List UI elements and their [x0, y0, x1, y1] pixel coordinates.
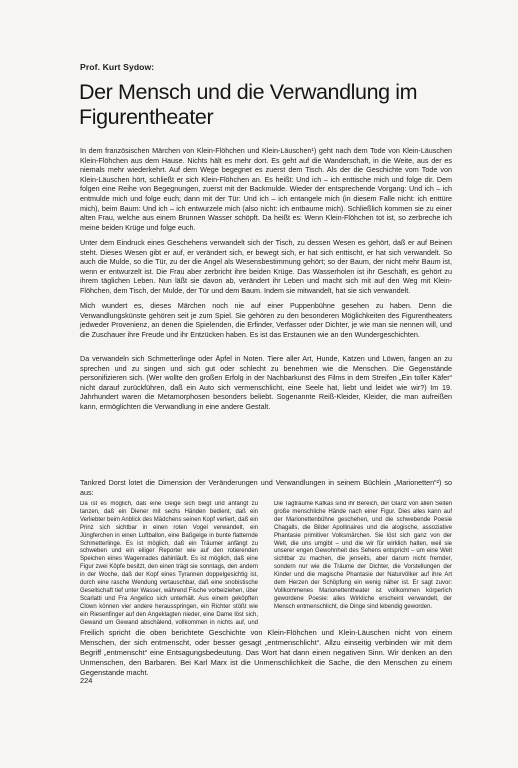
paragraph-2: Unter dem Eindruck eines Geschehens verwandelt sich der Tisch, zu dessen Wesen es gehört, daß er auf Beinen steht. Dieses Wesen gibt er auf, er verändert sich, er bewegt sich, er hat sich enttischt, er hat sich verwandelt. So auch die Mulde, so die Tür, zu der die Angel als Wesensbestimmung gehört; so der Baum, der nicht mehr Baum ist, wenn er entwurzelt ist. Die Frau aber zerbricht ihre beiden Krüge. Das Wasserholen ist ihr Geschäft, es gehört zu ihrem täglichen Leben. Nun läßt sie davon ab, verändert ihr Leben und macht sich mit auf den Weg mit Klein-Flöhchen, dem Tisch, der Mulde, der Tür und dem Baum. Indem sie mitwandelt, hat sie sich verwandelt. [80, 238, 452, 295]
article-title: Der Mensch und die Verwandlung im Figurentheater [79, 80, 418, 129]
quote-column-right: Die Tagträume Kafkas sind ihr Bereich, der Glanz von allen Seiten große menschliche Hände nach einer Figur. Dies alles kann auf der Marionettenbühne geschehen, und die schwebende Poesie Chagalls, die Bilder Apollinaires und die alogische, assoziative Phantasie primitiver Volksmärchen. Sie löst sich ganz von der Welt, die uns umgibt – und die wir für wirklich halten, weil sie unserer engen Gewohnheit des Sehens entspricht – um eine Welt sichtbar zu machen, die jenseits, aber darum nicht fremder, sondern nur wie die Träume der Dichter, die Vorstellungen der Kinder und die magische Phantasie der Naturvölker auf ihre Art dem Herzen der Schöpfung ein wenig näher ist. Er sagt zuvor: Vollkommenes Marionettentheater ist vollkommen körperlich gewordene Poesie: alles Wirkliche erscheint verwandelt, der Mensch entmenschlicht, die Dinge sind lebendig geworden. [274, 501, 452, 610]
paragraph-4: Da verwandeln sich Schmetterlinge oder Äpfel in Noten. Tiere aller Art, Hunde, Katzen und Löwen, fangen an zu sprechen und zu singen und sich gut oder schlecht zu benehmen wie die Menschen. Die Gegenstände personifizieren sich. (Wer wollte den großen Erfolg in der Nachbarkunst des Films in dem Streifen „Ein toller Käfer“ nicht darauf zurückführen, daß ein Auto sich vermenschlicht, eine Seele hat, liebt und leidet wie wir?) Im 19. Jahrhundert waren die Metamorphosen besonders beliebt. Sogenannte Reiß-Kleider, Kleider, die man aufreißen kann, ermöglichten die Verwandlung in eine andere Gestalt. [80, 354, 452, 411]
paragraph-3: Mich wundert es, dieses Märchen noch nie auf einer Puppenbühne gesehen zu haben. Denn die Verwandlungskünste gehören seit je zum Spiel. Sie gehören zu den besonderen Möglichkeiten des Figurentheaters jedweder Provenienz, an denen die Spielenden, die Erfinder, Verfasser oder Dichter, je wie man sie nennen will, und die Zuschauer ihre Freude und ihr Entzücken haben. Es ist das Erstaunen wie an den Wundergeschichten. [80, 301, 452, 339]
paragraph-quote-intro: Tankred Dorst lotet die Dimension der Veränderungen und Verwandlungen in seinem Büchlein „Marionetten“²) so aus: [80, 478, 452, 497]
quote-column-left: Da ist es möglich, daß eine Geige sich biegt und anfängt zu tanzen, daß ein Diener mit sechs Händen bedient, daß ein Verliebter beim Anblick des Mädchens seinen Kopf verliert, daß ein Prinz sich sichtbar in einen roten Vogel verwandelt, ein Jüngferchen in einen Luftballon, eine Baßgeige in bunte flatternde Schmetterlinge. Es ist möglich, daß ein Träumer anfängt zu schweben und ein eiliger Reporter wie auf den rotierenden Speichen eines Wagenrades dahinläuft. Es ist möglich, daß eine Figur zwei Köpfe besitzt, den einen trägt sie sonntags, den andern in der Woche, daß der Kopf eines Tyrannen doppelgesichtig ist, durch eine rasche Wendung vertauschbar, daß eine snobistische Gesellschaft tief unter Wasser, während Fische vorbeiziehen, über Scarlatti und Fra Angelico sich unterhält. Aus einem geköpften Clown können vier andere herausspringen, ein Richter stößt wie ein Riesenfinger auf den Angeklagten nieder, eine Dame löst sich, Gewand um Gewand abschälend, vollkommen in nichts auf, und [80, 501, 258, 625]
author-line: Prof. Kurt Sydow: [80, 62, 155, 72]
paragraph-closing: Freilich spricht die oben berichtete Geschichte von Klein-Flöhchen und Klein-Läuschen nicht von einem Menschen, der sich entmenscht, oder besser gesagt „entmenschlicht“. Allzu einseitig verbinden wir mit dem Begriff „entmenscht“ eine Entsagungsbedeutung. Das Wort hat dann einen negativen Sinn. Wir denken an den Unmenschen, den Barbaren. Bei Karl Marx ist die Unmenschlichkeit die Sache, die den Menschen zu einem Gegenstande macht. [80, 628, 452, 677]
paragraph-1: In dem französischen Märchen von Klein-Flöhchen und Klein-Läuschen¹) geht nach dem Tode von Klein-Läuschen Klein-Flöhchen aus dem Hause. Nichts hält es mehr dort. Es geht auf die Wanderschaft, in die Weite, aus der es niemals mehr wiederkehrt. Auf dem Wege begegnet es zuerst dem Tisch. Als der die Geschichte vom Tode von Klein-Läuschen hört, schließt er sich Klein-Flöhchen an. Es heißt: Und ich – ich enttische mich und folge dir. Dem folgen eine Reihe von Begegnungen, zuerst mit der Backmulde. Wieder der entsprechende Vorgang: Und ich – ich entmulde mich und folge euch; dann mit der Tür: Und ich – ich entangele mich (in diesem Falle nicht: ich enttüre mich), beim Baum: Und ich – ich entwurzele mich (also nicht: ich entbaume mich). Schließlich kommen sie zu einer alten Frau, welche aus einem Brunnen Wasser schöpft. Da heißt es: Wenn Klein-Flöhchen tot ist, so zerbreche ich meine beiden Krüge und folge euch. [80, 146, 452, 232]
page-number: 224 [80, 676, 93, 685]
quotation-columns [80, 501, 452, 625]
